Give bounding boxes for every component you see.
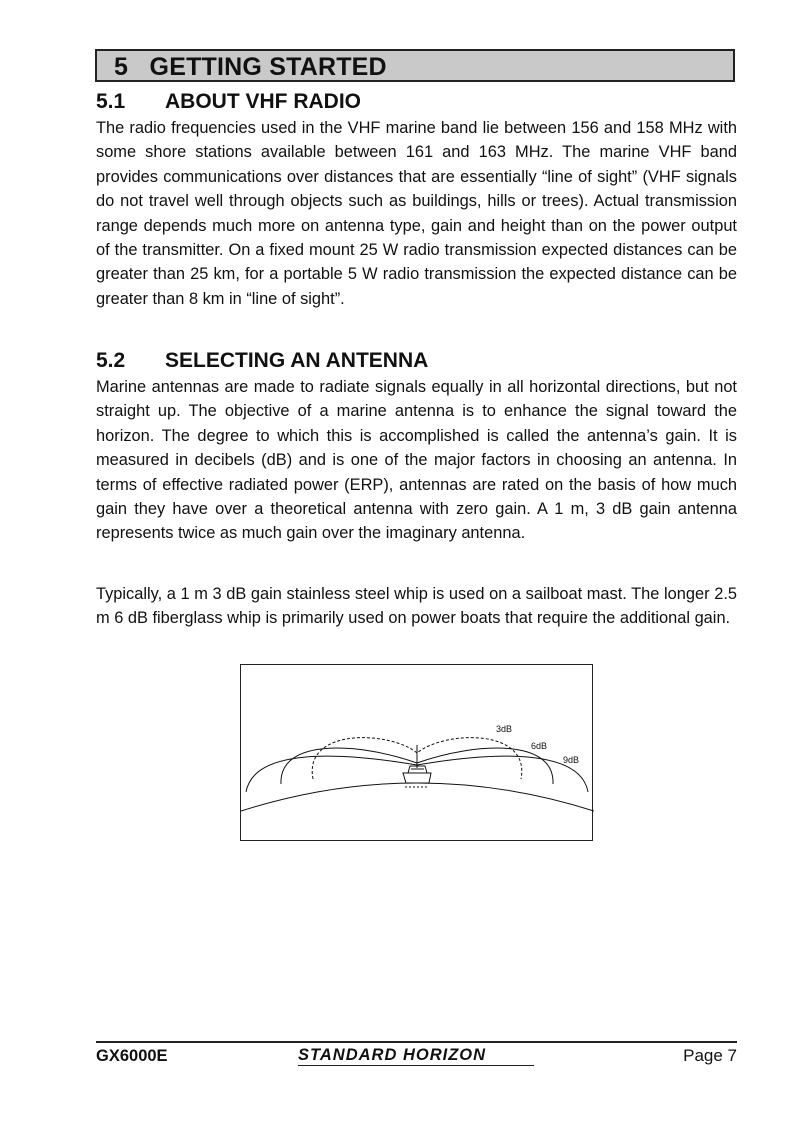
chapter-title: [114, 53, 387, 81]
brand-logo: STANDARD HORIZON: [298, 1046, 487, 1064]
chapter-title-text: GETTING STARTED: [149, 53, 387, 81]
section-number: 5.2: [96, 349, 126, 372]
paragraph-antenna-types: Typically, a 1 m 3 dB gain stainless steel whip is used on a sailboat mast. The longer 2.5 m 6 dB fiberglass whip is primarily used on power boats that require the additional gain.: [96, 585, 737, 628]
boat-hull: [403, 773, 431, 783]
section-title: ABOUT VHF RADIO: [165, 90, 361, 113]
chapter-header: [95, 49, 735, 82]
section-heading-about-vhf: [96, 90, 361, 114]
section-heading-selecting-antenna: [96, 349, 428, 373]
antenna-gain-diagram: [240, 664, 593, 841]
section-title: SELECTING AN ANTENNA: [165, 349, 429, 372]
label-6db: 6dB: [531, 741, 548, 751]
chapter-number: 5: [114, 53, 129, 81]
paragraph-about-vhf: The radio frequencies used in the VHF marine band lie between 156 and 158 MHz with some shore stations available between 161 and 163 MHz. The marine VHF band provides communications over distances that are essentially “line of sight” (VHF signals do not travel well through objects such as buildings, hills or trees). Actual transmission range depends much more on antenna type, gain and height than on the power output of the transmitter. On a fixed mount 25 W radio transmission expected distances can be greater than 25 km, for a portable 5 W radio transmission the expected distance can be greater than 8 km in “line of sight”.: [96, 119, 737, 308]
label-3db: 3dB: [496, 724, 513, 734]
label-9db: 9dB: [563, 755, 580, 765]
page-number: Page 7: [683, 1046, 737, 1065]
footer-rule: [96, 1041, 737, 1043]
radiation-pattern-svg: [241, 665, 594, 842]
section-number: 5.1: [96, 90, 126, 113]
footer-model: GX6000E: [96, 1047, 168, 1065]
brand-logo-underline: [298, 1065, 534, 1066]
paragraph-antenna-gain: Marine antennas are made to radiate signals equally in all horizontal directions, but not straight up. The objective of a marine antenna is to enhance the signal toward the horizon. The degree to which this is accomplished is called the antenna’s gain. It is measured in decibels (dB) and is one of the major factors in choosing an antenna. In terms of effective radiated power (ERP), antennas are rated on the basis of how much gain they have over a theoretical antenna with zero gain. A 1 m, 3 dB gain antenna represents twice as much gain over the imaginary antenna.: [96, 378, 737, 543]
